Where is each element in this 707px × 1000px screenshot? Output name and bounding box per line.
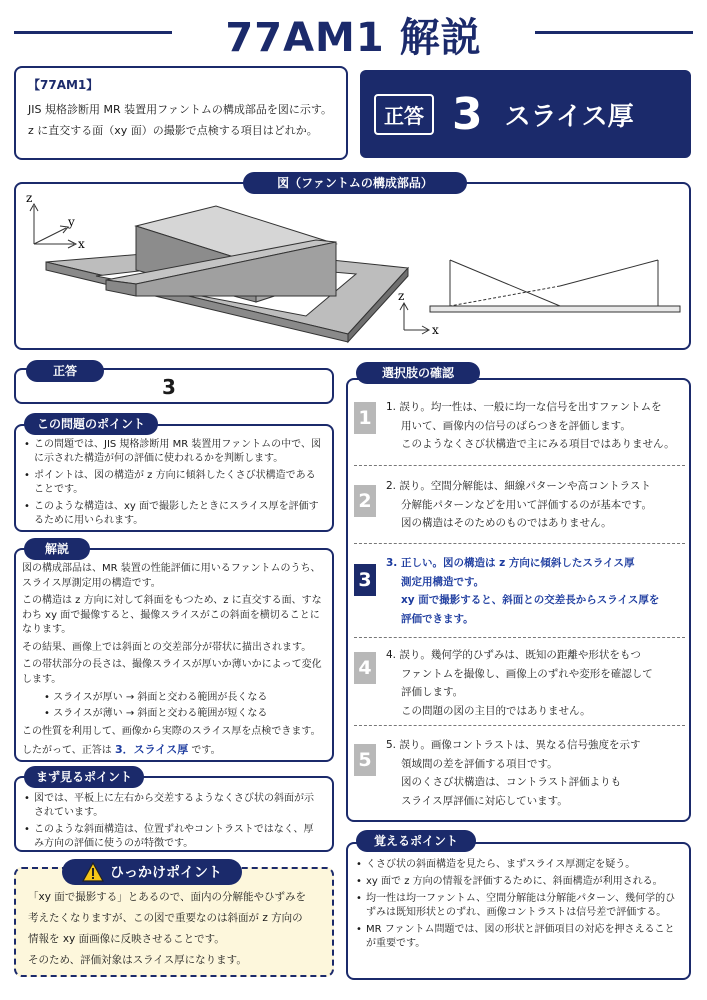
- answer-banner: [360, 70, 691, 158]
- choice-5-number: 5: [354, 744, 376, 776]
- choice-1-line-3: このようなくさび状構造で主にみる項目ではありません。: [401, 438, 675, 450]
- page-title: 77AM1 解説: [225, 15, 482, 61]
- explanation-p5: この性質を利用して、画像から実際のスライス厚を点検できます。: [22, 726, 321, 737]
- axis-z-label: z: [26, 191, 33, 205]
- explanation-p4: この帯状部分の長さは、撮像スライスが厚いか薄いかによって変化します。: [22, 659, 322, 685]
- point-item-3: • このような構造は、xy 面で撮影したときにスライス厚を評価するために用いられます。: [24, 500, 322, 528]
- choice-5-line-3: 図のくさび状構造は、コントラスト評価よりも: [401, 776, 622, 788]
- choice-2-line-1: 2. 誤り。空間分解能は、細線パターンや高コントラスト: [386, 480, 651, 492]
- explanation-p6-answer: 3．スライス厚: [114, 742, 189, 756]
- memorize-item-4: • MR ファントム問題では、図の形状と評価項目の対応を押さえることが重要です。: [356, 923, 681, 951]
- explanation-p6-suffix: です。: [188, 744, 221, 756]
- answer-badge: 正答: [374, 94, 434, 135]
- answer-text: スライス厚: [504, 101, 634, 132]
- point-box: [14, 424, 334, 532]
- figure-label: 図（ファントムの構成部品）: [243, 172, 467, 194]
- choice-3-line-1: 3. 正しい。図の構造は z 方向に傾斜したスライス厚: [386, 557, 635, 569]
- side-view: [400, 260, 680, 334]
- choice-3-line-3: xy 面で撮影すると、斜面との交差長からスライス厚を: [401, 594, 660, 606]
- explanation-p1: 図の構成部品は、MR 装置の性能評価に用いるファントムのうち、スライス厚測定用の構造です。: [22, 563, 321, 589]
- choice-3-line-2: 測定用構造です。: [401, 575, 485, 588]
- warning-icon: [82, 862, 104, 882]
- trap-label: ひっかけポイント: [110, 865, 222, 881]
- memorize-box: [346, 842, 691, 980]
- first-look-label: まず見るポイント: [24, 766, 144, 788]
- explanation-p2: この構造は z 方向に対して斜面をもつため、z に直交する面、すなわち xy 面で撮像すると、撮像スライスがこの斜面を横切ることになります。: [22, 595, 322, 635]
- memorize-item-2: • xy 面で z 方向の情報を評価するために、斜面構造が利用される。: [356, 875, 681, 889]
- first-look-item-2: • このような斜面構造は、位置ずれやコントラストではなく、厚み方向の評価に使うのが特徴です。: [24, 823, 322, 851]
- explanation-sub-2: • スライスが薄い → 斜面と交わる範囲が短くなる: [44, 708, 268, 719]
- question-line-2: z に直交する面（xy 面）の撮影で点検する項目はどれか。: [28, 124, 318, 137]
- trap-label-pill: [62, 859, 242, 885]
- axis2-z-label: z: [398, 289, 405, 303]
- choice-2-number: 2: [354, 485, 376, 517]
- explanation-p6-prefix: したがって、正答は: [22, 744, 115, 756]
- choice-1-line-1: 1. 誤り。均一性は、一般に均一な信号を出すファントムを: [386, 401, 662, 413]
- choice-3-line-4: 評価できます。: [401, 612, 474, 625]
- choice-4-line-3: 評価します。: [401, 686, 464, 698]
- question-id: 【77AM1】: [28, 78, 99, 92]
- correct-answer-label: 正答: [26, 360, 104, 382]
- choice-5-line-2: 領域間の差を評価する項目です。: [401, 757, 558, 770]
- memorize-label: 覚えるポイント: [356, 830, 476, 852]
- memorize-item-3: • 均一性は均一ファントム、空間分解能は分解能パターン、幾何学的ひずみは既知形状とのずれ、画像コントラストは信号差で評価する。: [356, 892, 681, 920]
- answer-number: 3: [452, 88, 483, 140]
- trap-line-4: そのため、評価対象はスライス厚になります。: [28, 954, 247, 966]
- explanation-p6: [22, 743, 324, 759]
- choice-4-line-1: 4. 誤り。幾何学的ひずみは、既知の距離や形状をもつ: [386, 649, 641, 661]
- divider: [354, 465, 685, 466]
- choice-1-line-2: 用いて、画像内の信号のばらつきを評価します。: [401, 419, 631, 432]
- explanation-label: 解説: [24, 538, 90, 560]
- axis-x-label: x: [78, 237, 85, 251]
- choice-2-line-2: 分解能パターンなどを用いて評価するのが基本です。: [401, 498, 652, 511]
- divider: [354, 543, 685, 544]
- question-box: [14, 66, 348, 160]
- choice-4-number: 4: [354, 652, 376, 684]
- point-label: この問題のポイント: [24, 413, 158, 435]
- point-item-2: • ポイントは、図の構造が z 方向に傾斜したくさび状構造であることです。: [24, 469, 322, 497]
- choices-label: 選択肢の確認: [356, 362, 480, 384]
- divider: [354, 637, 685, 638]
- explanation-p3: その結果、画像上では斜面との交差部分が帯状に描出されます。: [22, 641, 312, 653]
- choice-4-line-2: ファントムを撮像し、画像上のずれや変形を確認して: [401, 667, 653, 680]
- trap-line-3: 情報を xy 面画像に反映させることです。: [28, 933, 225, 945]
- point-item-1: • この問題では、JIS 規格診断用 MR 装置用ファントムの中で、図に示された構造が何の評価に使われるかを判断します。: [24, 438, 322, 466]
- choice-5-line-4: スライス厚評価に対応しています。: [401, 794, 568, 807]
- first-look-item-1: • 図では、平板上に左右から交差するようなくさび状の斜面が示されています。: [24, 792, 322, 820]
- choice-2-line-3: 図の構造はそのためのものではありません。: [401, 517, 612, 529]
- axis2-x-label: x: [432, 323, 439, 337]
- trap-line-2: 考えたくなりますが、この図で重要なのは斜面が z 方向の: [28, 912, 303, 924]
- figure-box: [14, 182, 691, 350]
- correct-answer-value: 3: [162, 375, 176, 399]
- choice-4-line-4: この問題の図の主目的ではありません。: [401, 704, 591, 717]
- memorize-item-1: • くさび状の斜面構造を見たら、まずスライス厚測定を疑う。: [356, 858, 681, 872]
- question-line-1: JIS 規格診断用 MR 装置用ファントムの構成部品を図に示す。: [28, 103, 332, 116]
- phantom-figure: [16, 184, 689, 348]
- choice-3-number: 3: [354, 564, 376, 596]
- divider: [354, 725, 685, 726]
- explanation-box: [14, 548, 334, 762]
- trap-line-1: 「xy 面で撮影する」とあるので、面内の分解能やひずみを: [28, 891, 307, 903]
- choice-5-line-1: 5. 誤り。画像コントラストは、異なる信号強度を示す: [386, 739, 641, 751]
- explanation-sub-1: • スライスが厚い → 斜面と交わる範囲が長くなる: [44, 692, 268, 703]
- choice-1-number: 1: [354, 402, 376, 434]
- axis-y-label: y: [68, 215, 75, 229]
